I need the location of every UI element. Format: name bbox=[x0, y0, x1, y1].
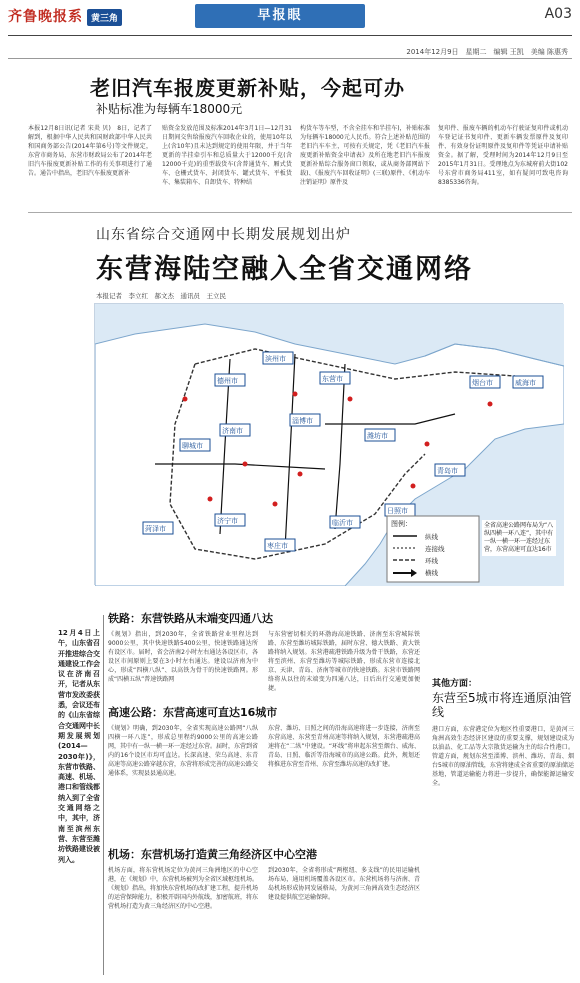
paper-name: 齐鲁晚报 bbox=[8, 9, 68, 25]
railway-label: 铁路： bbox=[108, 612, 141, 625]
highway-subhead bbox=[108, 704, 277, 720]
city-dot bbox=[348, 397, 353, 402]
city-label: 潍坊市 bbox=[367, 432, 388, 440]
city-dot bbox=[208, 497, 213, 502]
other-title: 东营至5城市将连通原油管线 bbox=[432, 691, 572, 719]
city-label: 聊城市 bbox=[182, 442, 203, 450]
transport-map bbox=[94, 303, 563, 585]
city-label: 青岛市 bbox=[437, 467, 458, 475]
story1-col2: 贴资金发放范围及标准2014年3月1日—12月31日期间交售给报废汽车回收企业的，使用10年以上(含10年)且未达到规定的使用年限，并于当年更新的半挂牵引车和总质量大于12000千克(含12000千克)的重型载货车(含普通货车、厢式货车、仓栅式货车、封闭货车、罐式货车、平板货车、集装箱车、自卸货车、特种结 bbox=[162, 125, 292, 186]
city-heze bbox=[143, 522, 173, 534]
railway-col2: 与东营密切相关的环渤海高速铁路、济南至东营城际铁路、东营至潍坊城际铁路，届时东营、德大铁路、黄大铁路将纳入规划。东营港疏港铁路升级为骨干铁路，东营还将至滨州、东营至潍坊等城际铁路，形成东营市连接北京、天津、青岛、济南等城市的快速铁路。东营市铁路网络将从以往的末端变为四通八达，日后出行交通更加便捷。 bbox=[268, 631, 420, 692]
story1-col4: 复印件、报废车辆的机动车行驶证复印件或机动车登记证书复印件、更新车辆发票原件及复印件、有效身份证明原件及复印件等凭证申请补贴资金。据了解，受理时间为2014年12月9日至2015年1月31日。受理地点为东城府前大街102号东营市商务局411室，如有疑问可致电咨询8385336咨询。 bbox=[438, 125, 568, 186]
city-binzhou bbox=[263, 352, 293, 364]
city-dezhou bbox=[215, 374, 245, 386]
edition-tag: 黄三角 bbox=[87, 9, 122, 26]
city-label: 菏泽市 bbox=[145, 525, 166, 533]
column-rule bbox=[103, 615, 104, 975]
city-dot bbox=[411, 484, 416, 489]
legend-title: 图例： bbox=[391, 520, 412, 528]
other-body: 港口方面，东营港定位为地区性重要港口，是黄河三角洲高效生态经济区建设的重要支撑，规划建设成为以油品、化工品等大宗散货运输为主的综合性港口。管道方面，规划东营至淄博、滨州、潍坊、青岛、烟台5城市的原油管线，东营将建成全省重要的原油储运基地，管道运输能力将进一步提升，确保能源运输安全。 bbox=[432, 726, 574, 787]
highway-col2: 东营、潍坊、日照之间的沿海高速将进一步连接，济南至东营高速、东营至青州高速等将纳入规划，东营港疏港高速将在“二纵”中建设。“环线”将串起东营至烟台、威海、青岛、日照、临沂等沿海城市的高速公路。此外，规划还将推进东营至青州、东营至潍坊高速的改扩建。 bbox=[268, 725, 420, 768]
date-line: 2014年12月9日 星期二 编辑 王凯 美编 陈惠秀 bbox=[406, 48, 568, 56]
city-zibo bbox=[290, 414, 320, 426]
city-rizhao bbox=[385, 504, 415, 516]
story1-subheadline: 补贴标准为每辆车18000元 bbox=[96, 102, 243, 116]
city-label: 淄博市 bbox=[292, 417, 313, 425]
railway-title: 东营铁路从末端变四通八达 bbox=[141, 612, 273, 625]
railway-col1: 《规划》指出，到2030年，全省铁路营业里程达到9000公里，其中快速铁路5400公里，快速铁路通达所有设区市。届时，省会济南2小时左右通达各设区市，各设区市间原则上要在3小时左右通达。建设以济南为中心，形成“四横八纵”、以高铁为骨干的快速铁路网。形成“四横五纵”普速铁路网 bbox=[108, 631, 258, 683]
city-linyi bbox=[330, 516, 360, 528]
story2-byline: 本报记者 李立红 郝文杰 通讯员 王立民 bbox=[96, 292, 226, 300]
city-label: 德州市 bbox=[217, 377, 238, 385]
header-rule bbox=[8, 35, 572, 36]
legend-item: 环线 bbox=[425, 557, 438, 565]
city-label: 东营市 bbox=[322, 375, 343, 383]
city-liaocheng bbox=[180, 439, 210, 451]
story2-kicker: 山东省综合交通网中长期发展规划出炉 bbox=[96, 227, 351, 243]
city-weihai bbox=[513, 376, 543, 388]
highway-label: 高速公路： bbox=[108, 706, 163, 719]
city-dot bbox=[183, 397, 188, 402]
masthead bbox=[0, 0, 580, 34]
airport-col2: 到2030年，全省将形成“两枢纽、多支线”的民用运输机场布局，通用机场覆盖各设区市。东营机场将与济南、青岛机场形成协同发展格局，为黄河三角洲高效生态经济区建设提供航空运输保障。 bbox=[268, 867, 420, 901]
map-caption: 全省高速公路网布局为“八纵四横一环八连”，其中有一纵一横一环一连经过东营，东营高速可直达16市 bbox=[482, 520, 556, 556]
story-divider bbox=[28, 212, 572, 213]
city-yantai bbox=[470, 376, 500, 388]
city-dongying bbox=[320, 372, 350, 384]
story1-col1: 本报12月8日讯(记者 宋炎 贝) 8日，记者了解到，根据中华人民共和国财政部中华人民共和国商务部公告(2014年第6号)等文件规定，东营市商务局、东营市财政局公布了2014年老旧汽车报废更新补贴工作的有关事项进行了通告。通告中指出，老旧汽车报废更新补 bbox=[28, 125, 152, 177]
other-kicker: 其他方面： bbox=[432, 679, 478, 689]
city-label: 日照市 bbox=[387, 507, 408, 515]
legend-item: 横线 bbox=[425, 569, 438, 577]
paper-logo bbox=[8, 6, 122, 26]
city-label: 滨州市 bbox=[265, 355, 286, 363]
city-dot bbox=[488, 402, 493, 407]
city-dot bbox=[425, 442, 430, 447]
meta-rule bbox=[8, 58, 572, 59]
legend-item: 连接线 bbox=[425, 545, 445, 553]
section-banner bbox=[195, 4, 365, 28]
section-title: 早报眼 bbox=[257, 8, 303, 23]
city-jining bbox=[215, 514, 245, 526]
story1-col3: 构货车等车型，不含全挂车和半挂车)，补贴标准为每辆车18000元人民币。符合上述补贴范围的老旧汽车车主，可按有关规定，凭《老旧汽车报废更新补贴资金申请表》及所在地老旧汽车报废更新补贴综合服务窗口领取，或从商务部网站下载)、《报废汽车回收证明》(三联)原件、《机动车注销证明》原件及 bbox=[300, 125, 430, 186]
city-dot bbox=[293, 392, 298, 397]
highway-col1: 《规划》明确，到2030年，全省实现高速公路网“八纵四横一环八连”，形成总里程约9000公里的高速公路网，其中有一纵一横一环一连经过东营。届时，东营到省内的16个设区市均可直达。长深高速、荣乌高速、东青高速等高速公路穿越东营，东营将形成完善的高速公路交通体系，实现县县通高速。 bbox=[108, 725, 258, 777]
city-weifang bbox=[365, 429, 395, 441]
page-number: A03 bbox=[544, 6, 572, 22]
city-label: 威海市 bbox=[515, 379, 536, 387]
city-label: 枣庄市 bbox=[267, 542, 288, 550]
airport-title: 东营机场打造黄三角经济区中心空港 bbox=[141, 848, 317, 861]
city-dot-taian bbox=[243, 462, 248, 467]
other-aspects bbox=[432, 676, 574, 983]
railway-subhead bbox=[108, 610, 273, 626]
highway-title: 东营高速可直达16城市 bbox=[163, 706, 278, 719]
story2-headline: 东营海陆空融入全省交通网络 bbox=[96, 254, 473, 285]
city-dot-laiwu bbox=[298, 472, 303, 477]
paper-suffix: 系 bbox=[68, 9, 83, 25]
lead-sidebar: 12月4日上午，山东省召开推进综合交通建设工作会议在济南召开，记者从东营市发改委获悉，会议还布的《山东省综合交通网中长期发展规划(2014—2030年)》，东营市铁路、高速、机场、港口和管线都纳入到了全省交通网络之中，其中，济南至滨州东营、东营至潍坊铁路建设被列入。 bbox=[58, 629, 100, 864]
airport-subhead bbox=[108, 846, 317, 862]
city-dot bbox=[273, 502, 278, 507]
city-jinan bbox=[220, 424, 250, 436]
city-label: 济宁市 bbox=[217, 517, 238, 525]
airport-col1: 机场方面，将东营机场定位为黄河三角洲地区的中心空港，在《规划》中，东营机场被列为全省区域枢纽机场。《规划》指出，将加快东营机场的改扩建工程，提升机场的运营保障能力，积极开辟国内外航线，加密航班，将东营机场打造为黄三角经济区的中心空港。 bbox=[108, 867, 258, 910]
map-legend bbox=[387, 516, 479, 582]
story1-headline: 老旧汽车报废更新补贴，今起可办 bbox=[90, 76, 405, 100]
city-label: 烟台市 bbox=[472, 379, 493, 387]
city-zaozhuang bbox=[265, 539, 295, 551]
city-qingdao bbox=[435, 464, 465, 476]
city-label: 临沂市 bbox=[332, 519, 353, 527]
city-label: 济南市 bbox=[222, 427, 243, 435]
legend-item: 纵线 bbox=[425, 533, 438, 541]
airport-label: 机场： bbox=[108, 848, 141, 861]
